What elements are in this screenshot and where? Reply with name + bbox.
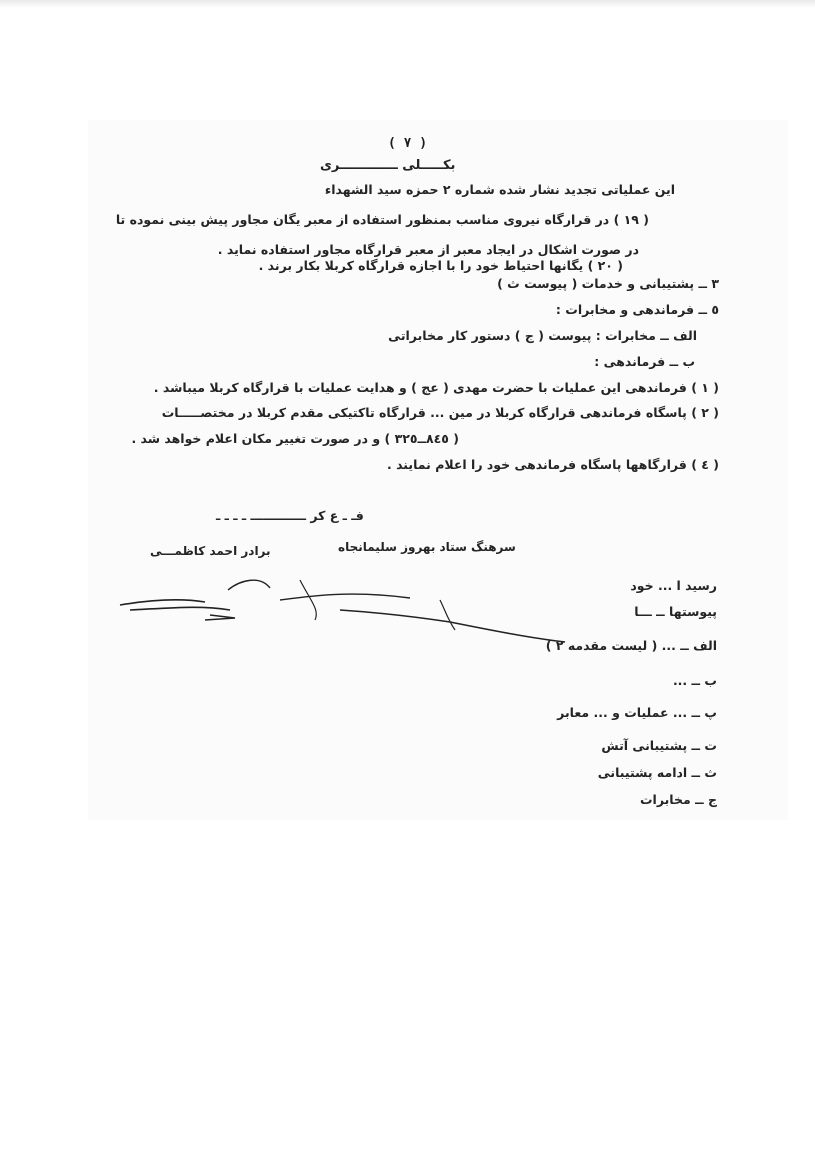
commander-line: فـ ـ ع کر ـــــــــــــ ـ ـ ـ ـ <box>216 508 364 523</box>
distribution-5: پ ــ ... عمليات و ... معابر <box>557 705 717 720</box>
text-line-9: ( ١ ) فرماندهی اين عمليات با حضرت مهدی ( عج ) و هدايت عمليات با قرارگاه کربلا ميباشد . <box>153 380 719 395</box>
text-line-4: ( ٢٠ ) يگانها احتياط خود را با اجازه قرارگاه کربلا بکار برند . <box>258 258 623 273</box>
scan-top-shadow <box>0 0 815 8</box>
text-line-5: ٣ ــ پشتيبانی و خدمات ( پيوست ث ) <box>497 276 719 291</box>
signature-name-left: برادر احمد کاظمـــی <box>150 544 271 558</box>
distribution-4: ب ــ ... <box>672 673 717 688</box>
page-number: ( ٧ ) <box>388 136 428 151</box>
text-line-10: ( ٢ ) پاسگاه فرماندهی قرارگاه کربلا در مين ... قرارگاه تاکتيکی مقدم کربلا در مختصـــــات <box>161 405 719 420</box>
text-line-12: ( ٤ ) قرارگاهها پاسگاه فرماندهی خود را اعلام نمايند . <box>386 457 719 472</box>
text-line-11: ( ٨٤٥ــ٣٢٥ ) و در صورت تغيير مکان اعلام خواهد شد . <box>131 431 459 446</box>
distribution-6: ت ــ پشتيبانی آتش <box>601 738 717 753</box>
signature-name-right: سرهنگ ستاد بهروز سليمانجاه <box>338 540 516 554</box>
distribution-7: ث ــ ادامه پشتيبانی <box>597 765 717 780</box>
text-line-6: ٥ ــ فرماندهی و مخابرات : <box>555 302 719 317</box>
distribution-1: رسيد ا ... خود <box>630 578 717 593</box>
text-line-7: الف ــ مخابرات : پيوست ( ج ) دستور کار مخابراتی <box>388 328 697 343</box>
distribution-3: الف ــ ... ( ليست مقدمه ٢ ) <box>545 638 717 653</box>
text-line-8: ب ــ فرماندهی : <box>594 354 695 369</box>
document-title: بکـــــلی ـــــــــــــری <box>320 158 456 173</box>
text-line-1: اين عملياتی تجديد نشار شده شماره ٢ حمزه سيد الشهداء <box>324 182 675 197</box>
distribution-2: پيوستها ــ ـــا <box>634 604 717 619</box>
handwritten-signature <box>110 560 570 660</box>
text-line-2: ( ١٩ ) در قرارگاه نيروی مناسب بمنظور استفاده از معبر يگان مجاور پيش بينی نموده تا <box>115 212 649 227</box>
distribution-8: ج ــ مخابرات <box>639 792 717 807</box>
text-line-3: در صورت اشکال در ايجاد معبر از معبر قرارگاه مجاور استفاده نمايد . <box>217 242 639 257</box>
